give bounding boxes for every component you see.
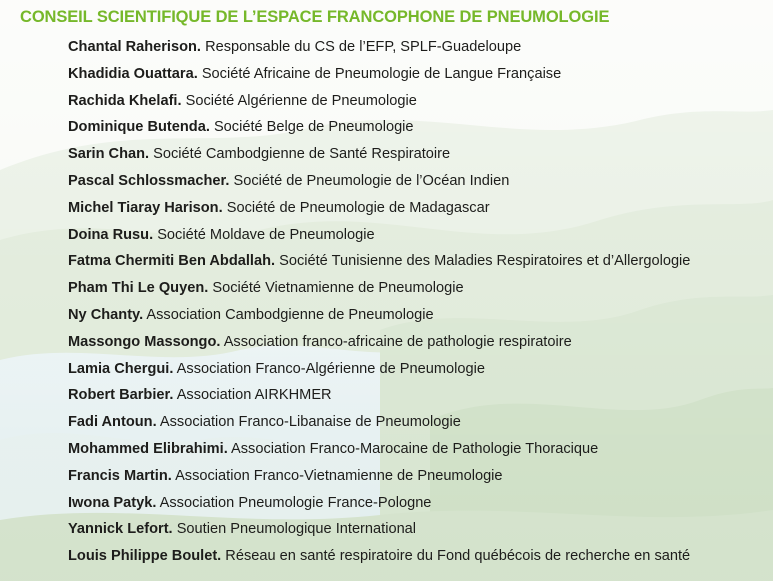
member-row bbox=[68, 412, 690, 439]
member-name: Massongo Massongo. bbox=[68, 333, 221, 350]
member-row bbox=[68, 359, 690, 386]
member-affiliation: Association AIRKHMER bbox=[176, 387, 332, 404]
member-affiliation: Société de Pneumologie de Madagascar bbox=[226, 199, 490, 216]
member-row bbox=[68, 117, 690, 144]
member-name: Iwona Patyk. bbox=[68, 494, 157, 511]
member-name: Sarin Chan. bbox=[68, 146, 150, 163]
member-name: Lamia Chergui. bbox=[68, 360, 174, 377]
member-affiliation: Société Cambodgienne de Santé Respiratoire bbox=[153, 146, 451, 163]
member-row bbox=[68, 225, 690, 252]
member-affiliation: Société Vietnamienne de Pneumologie bbox=[212, 280, 464, 297]
member-row bbox=[68, 546, 690, 573]
member-affiliation: Société Algérienne de Pneumologie bbox=[185, 92, 417, 109]
member-row bbox=[68, 466, 690, 493]
member-row bbox=[68, 439, 690, 466]
member-row bbox=[68, 251, 690, 278]
member-affiliation: Société Moldave de Pneumologie bbox=[157, 226, 375, 243]
member-name: Pascal Schlossmacher. bbox=[68, 172, 230, 189]
member-row bbox=[68, 198, 690, 225]
member-affiliation: Société Africaine de Pneumologie de Langue Française bbox=[201, 65, 562, 82]
member-affiliation: Association franco-africaine de pathologie respiratoire bbox=[223, 333, 572, 350]
member-row bbox=[68, 332, 690, 359]
member-row bbox=[68, 385, 690, 412]
member-name: Fadi Antoun. bbox=[68, 414, 157, 431]
member-row bbox=[68, 144, 690, 171]
member-row bbox=[68, 37, 690, 64]
member-affiliation: Réseau en santé respiratoire du Fond québécois de recherche en santé bbox=[225, 548, 691, 565]
member-row bbox=[68, 278, 690, 305]
member-affiliation: Association Franco-Libanaise de Pneumologie bbox=[159, 414, 461, 431]
member-name: Dominique Butenda. bbox=[68, 119, 210, 136]
member-row bbox=[68, 519, 690, 546]
member-affiliation: Responsable du CS de l’EFP, SPLF-Guadeloupe bbox=[205, 39, 522, 55]
member-name: Pham Thi Le Quyen. bbox=[68, 280, 209, 297]
member-row bbox=[68, 493, 690, 520]
member-row bbox=[68, 64, 690, 91]
member-affiliation: Société de Pneumologie de l’Océan Indien bbox=[233, 172, 510, 189]
member-affiliation: Association Cambodgienne de Pneumologie bbox=[146, 306, 434, 323]
member-name: Michel Tiaray Harison. bbox=[68, 199, 223, 216]
member-row bbox=[68, 305, 690, 332]
member-affiliation: Société Belge de Pneumologie bbox=[213, 119, 414, 136]
page-title: CONSEIL SCIENTIFIQUE DE L’ESPACE FRANCOPHONE DE PNEUMOLOGIE bbox=[20, 8, 610, 26]
member-affiliation: Association Franco-Vietnamienne de Pneumologie bbox=[175, 467, 503, 484]
member-name: Fatma Chermiti Ben Abdallah. bbox=[68, 253, 276, 270]
member-name: Doina Rusu. bbox=[68, 226, 154, 243]
member-name: Rachida Khelafi. bbox=[68, 92, 182, 109]
member-name: Mohammed Elibrahimi. bbox=[68, 440, 228, 457]
member-name: Khadidia Ouattara. bbox=[68, 65, 198, 82]
member-affiliation: Soutien Pneumologique International bbox=[176, 521, 417, 538]
member-affiliation: Association Franco-Algérienne de Pneumologie bbox=[176, 360, 485, 377]
member-affiliation: Société Tunisienne des Maladies Respiratoires et d’Allergologie bbox=[279, 253, 691, 270]
member-name: Francis Martin. bbox=[68, 467, 172, 484]
member-name: Louis Philippe Boulet. bbox=[68, 548, 222, 565]
member-row bbox=[68, 171, 690, 198]
member-list bbox=[68, 37, 690, 573]
member-name: Robert Barbier. bbox=[68, 387, 174, 404]
member-name: Yannick Lefort. bbox=[68, 521, 173, 538]
member-name: Chantal Raherison. bbox=[68, 39, 201, 55]
member-name: Ny Chanty. bbox=[68, 306, 144, 323]
member-row bbox=[68, 91, 690, 118]
member-affiliation: Association Franco-Marocaine de Pathologie Thoracique bbox=[231, 440, 599, 457]
member-affiliation: Association Pneumologie France-Pologne bbox=[159, 494, 432, 511]
